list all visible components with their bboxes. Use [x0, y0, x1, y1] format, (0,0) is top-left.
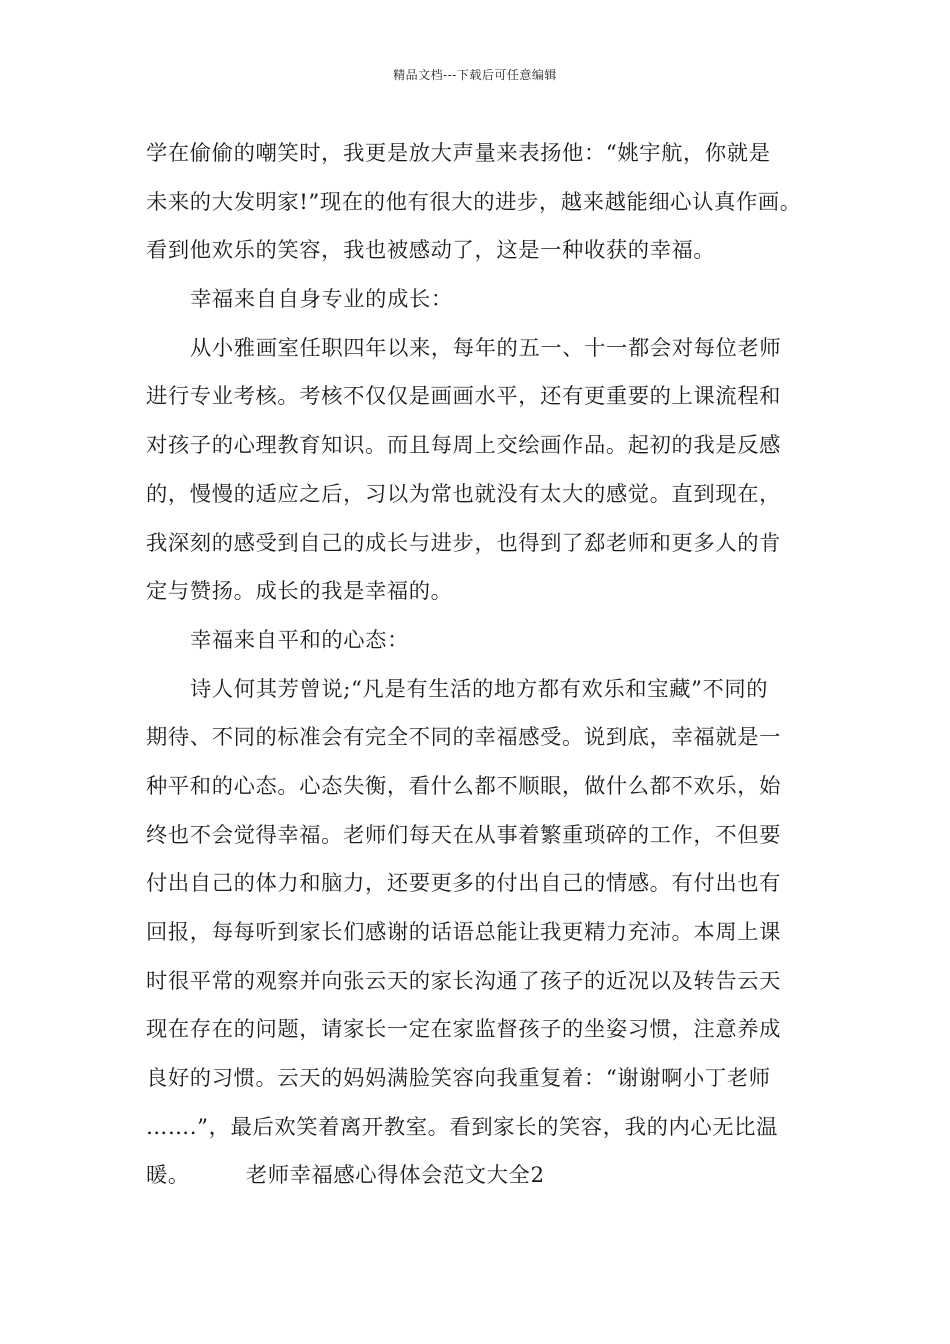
text-line-19: 现在存在的问题，请家长一定在家监督孩子的坐姿习惯，注意养成	[146, 1017, 782, 1043]
text-line-2: 未来的大发明家!”现在的他有很大的进步，越来越能细心认真作画。	[146, 189, 802, 215]
text-line-15: 终也不会觉得幸福。老师们每天在从事着繁重琐碎的工作，不但要	[146, 822, 782, 848]
text-line-5: 从小雅画室任职四年以来，每年的五一、十一都会对每位老师	[190, 335, 782, 361]
text-line-12: 诗人何其芳曾说;“凡是有生活的地方都有欢乐和宝藏”不同的	[190, 676, 769, 702]
text-line-6: 进行专业考核。考核不仅仅是画画水平，还有更重要的上课流程和	[146, 384, 782, 410]
text-line-14: 种平和的心态。心态失衡，看什么都不顺眼，做什么都不欢乐，始	[146, 773, 782, 799]
text-line-10: 定与赞扬。成长的我是幸福的。	[146, 579, 453, 605]
section-heading-growth: 幸福来自自身专业的成长：	[190, 287, 453, 313]
text-line-8: 的，慢慢的适应之后，习以为常也就没有太大的感觉。直到现在，	[146, 481, 782, 507]
text-line-7: 对孩子的心理教育知识。而且每周上交绘画作品。起初的我是反感	[146, 433, 782, 459]
section-heading-mindset: 幸福来自平和的心态：	[190, 627, 409, 653]
text-line-3: 看到他欢乐的笑容，我也被感动了，这是一种收获的幸福。	[146, 238, 716, 264]
text-line-18: 时很平常的观察并向张云天的家长沟通了孩子的近况以及转告云天	[146, 968, 782, 994]
text-line-20: 良好的习惯。云天的妈妈满脸笑容向我重复着：“谢谢啊小丁老师	[146, 1066, 771, 1092]
text-line-17: 回报，每每听到家长们感谢的话语总能让我更精力充沛。本周上课	[146, 920, 782, 945]
text-line-last-end: 暖。	[146, 1163, 190, 1189]
text-line-9: 我深刻的感受到自己的成长与进步，也得到了郄老师和更多人的肯	[146, 530, 782, 556]
document-body	[146, 130, 816, 1201]
text-line-1: 学在偷偷的嘲笑时，我更是放大声量来表扬他：“姚宇航，你就是	[146, 141, 771, 166]
page-header: 精品文档---下载后可任意编辑	[393, 68, 557, 82]
next-article-title: 老师幸福感心得体会范文大全2	[245, 1163, 545, 1189]
text-line-16: 付出自己的体力和脑力，还要更多的付出自己的情感。有付出也有	[146, 871, 782, 897]
text-line-13: 期待、不同的标准会有完全不同的幸福感受。说到底，幸福就是一	[146, 725, 782, 751]
text-line-21: …….”，最后欢笑着离开教室。看到家长的笑容，我的内心无比温	[146, 1114, 778, 1140]
text-line-last	[146, 1152, 816, 1201]
